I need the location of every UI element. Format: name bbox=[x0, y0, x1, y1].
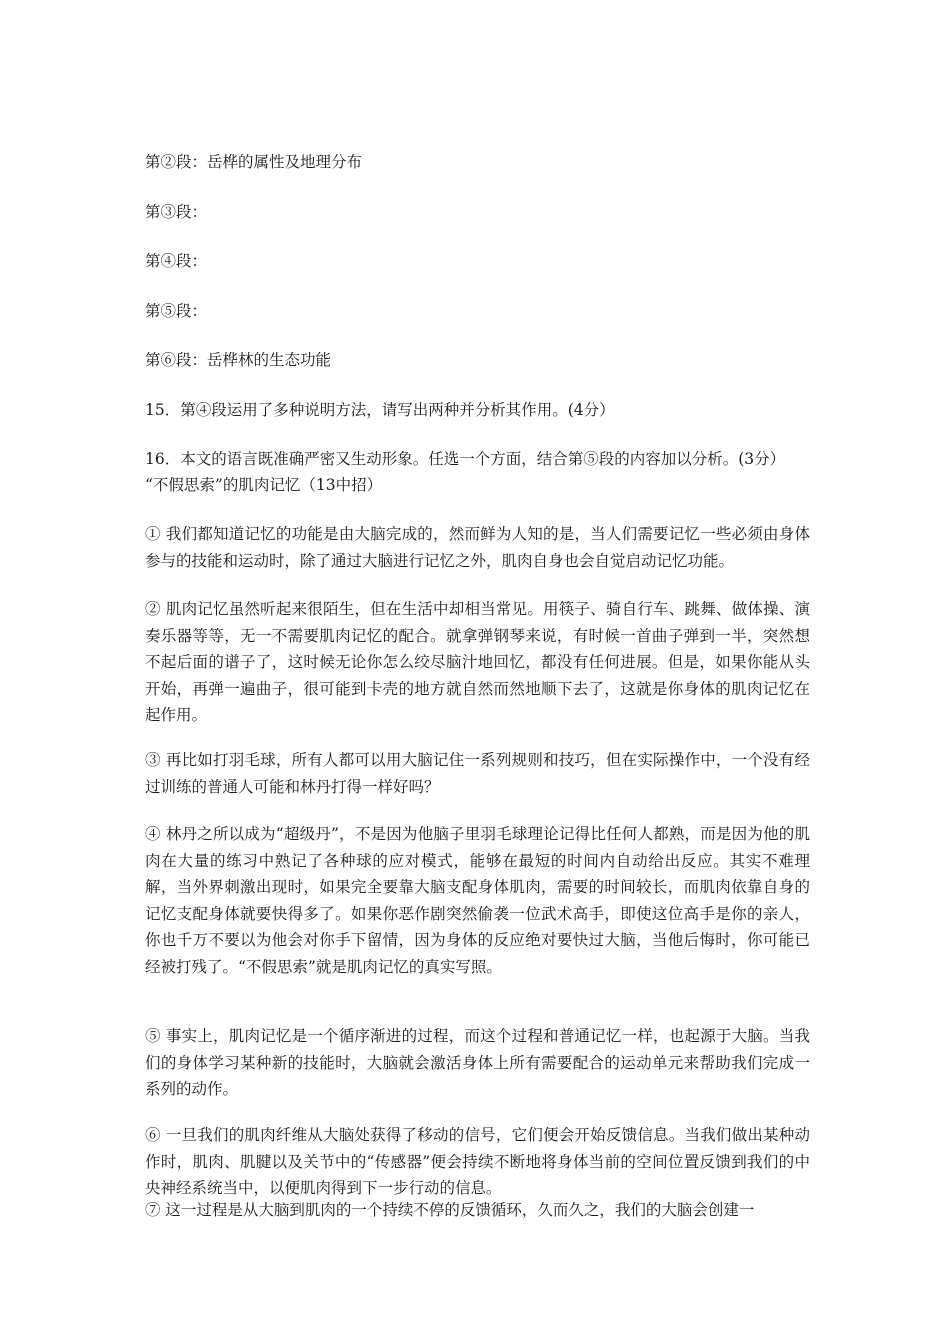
article-title: “不假思索”的肌肉记忆（13中招） bbox=[145, 476, 383, 494]
article-paragraph-7: ⑦ 这一过程是从大脑到肌肉的一个持续不停的反馈循环，久而久之，我们的大脑会创建一 bbox=[145, 1201, 755, 1219]
outline-paragraph-6: 第⑥段：岳桦林的生态功能 bbox=[145, 351, 332, 369]
outline-paragraph-2: 第②段：岳桦的属性及地理分布 bbox=[145, 153, 363, 171]
question-16: 16．本文的语言既准确严密又生动形象。任选一个方面，结合第⑤段的内容加以分析。(3分） bbox=[145, 450, 786, 468]
article-paragraph-6: ⑥ 一旦我们的肌肉纤维从大脑处获得了移动的信号，它们便会开始反馈信息。当我们做出某种动作时，肌肉、肌腱以及关节中的“传感器”便会持续不断地将身体当前的空间位置反馈到我们的中央神经系统当中，以便肌肉得到下一步行动的信息。 bbox=[145, 1126, 810, 1197]
outline-paragraph-4: 第④段： bbox=[145, 252, 208, 270]
article-paragraph-5: ⑤ 事实上，肌肉记忆是一个循序渐进的过程，而这个过程和普通记忆一样，也起源于大脑。当我们的身体学习某种新的技能时，大脑就会激活身体上所有需要配合的运动单元来帮助我们完成一系列的动作。 bbox=[145, 1027, 810, 1098]
article-paragraph-2: ② 肌肉记忆虽然听起来很陌生，但在生活中却相当常见。用筷子、骑自行车、跳舞、做体操、演奏乐器等等，无一不需要肌肉记忆的配合。就拿弹钢琴来说，有时候一首曲子弹到一半，突然想不起后面的谱子了，这时候无论你怎么绞尽脑汁地回忆，都没有任何进展。但是，如果你能从头开始，再弹一遍曲子，很可能到卡壳的地方就自然而然地顺下去了，这就是你身体的肌肉记忆在起作用。 bbox=[145, 600, 810, 724]
outline-paragraph-3: 第③段： bbox=[145, 203, 208, 221]
article-paragraph-4: ④ 林丹之所以成为“超级丹”，不是因为他脑子里羽毛球理论记得比任何人都熟，而是因为他的肌肉在大量的练习中熟记了各种球的应对模式，能够在最短的时间内自动给出反应。其实不难理解，当外界刺激出现时，如果完全要靠大脑支配身体肌肉，需要的时间较长，而肌肉依靠自身的记忆支配身体就要快得多了。如果你恶作剧突然偷袭一位武术高手，即使这位高手是你的亲人，你也千万不要以为他会对你手下留情，因为身体的反应绝对要快过大脑，当他后悔时，你可能已经被打残了。“不假思索”就是肌肉记忆的真实写照。 bbox=[145, 825, 810, 976]
outline-paragraph-5: 第⑤段： bbox=[145, 302, 208, 320]
article-paragraph-3: ③ 再比如打羽毛球，所有人都可以用大脑记住一系列规则和技巧，但在实际操作中，一个没有经过训练的普通人可能和林丹打得一样好吗？ bbox=[145, 751, 810, 796]
question-15: 15．第④段运用了多种说明方法，请写出两种并分析其作用。(4分） bbox=[145, 401, 615, 419]
article-paragraph-1: ① 我们都知道记忆的功能是由大脑完成的，然而鲜为人知的是，当人们需要记忆一些必须由身体参与的技能和运动时，除了通过大脑进行记忆之外，肌肉自身也会自觉启动记忆功能。 bbox=[145, 525, 810, 570]
